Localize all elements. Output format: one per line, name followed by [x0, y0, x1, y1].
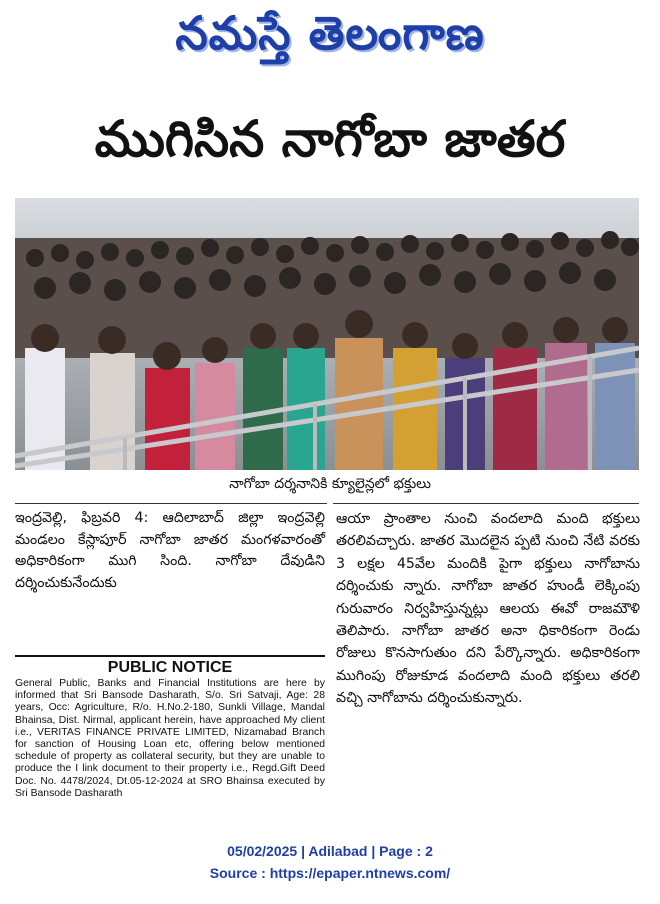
footer-source-line: Source : https://epaper.ntnews.com/ [209, 865, 451, 881]
article-column-right: ఆయా ప్రాంతాల నుంచి వందలాది మంది భక్తులు తరలివచ్చారు. జాతర మొదలైన ప్పటి నుంచి నేటి వరకు 3 లక్షల 45వేల మందికి పైగా భక్తులు నాగోబాను దర్శించుకు న్నారు. నాగోబా జాతర హుండీ లెక్కింపు గురువారం నిర్వహిస్తున్నట్లు ఆలయ ఈవో రాజమౌళి తెలిపారు. నాగోబా జాతర అనా ధికారికంగా రెండు రోజులు కొనసాగుతుం దని పేర్కొన్నారు. అధికారికంగా ముగింపు రోజుకూడ వందలాది మంది భక్తులు తరలి వచ్చి నాగోబాను దర్శించుకున్నారు. [336, 511, 640, 707]
article-column-left: ఇంద్రవెల్లి, ఫిబ్రవరి 4: ఆదిలాబాద్ జిల్లా ఇంద్రవెల్లి మండలం కేస్లాపూర్ నాగోబా జాతర మంగళవారంతో అధికారికంగా ముగి సింది. నాగోబా దేవుడిని దర్శించుకునేందుకు [15, 510, 325, 591]
crowd-photo [15, 198, 639, 470]
photo-caption: నాగోబా దర్శనానికి క్యూలైన్లలో భక్తులు [229, 476, 431, 492]
public-notice [15, 655, 325, 827]
notice-body: General Public, Banks and Financial Institutions are here by informed that Sri Bansode Dasharath, S/o. Sri Satvaji, Age: 28 years, Occ: Agriculture, R/o. H.No.2-180, Sunkli Village, Mandal Bhainsa, Dist. Nirmal, applicant herein, have approached My client i.e., VERITAS FINANCE PRIVATE LIMITED, Nizamabad Branch for sanction of Housing Loan etc, offering below mentioned schedule of property as collateral security, but they are unable to produce the I link document to their property i.e., Regd.Gift Deed Doc. No. 4478/2024, Dt.05-12-2024 at SRO Bhainsa executed by Sri Bansode Dasharath [15, 678, 325, 799]
footer-date-line: 05/02/2025 | Adilabad | Page : 2 [227, 843, 433, 859]
masthead: నమస్తే తెలంగాణ [175, 6, 485, 60]
notice-title: PUBLIC NOTICE [107, 659, 233, 676]
divider [333, 503, 639, 504]
headline: ముగిసిన నాగోబా జాతర [94, 110, 566, 168]
divider [15, 503, 327, 504]
